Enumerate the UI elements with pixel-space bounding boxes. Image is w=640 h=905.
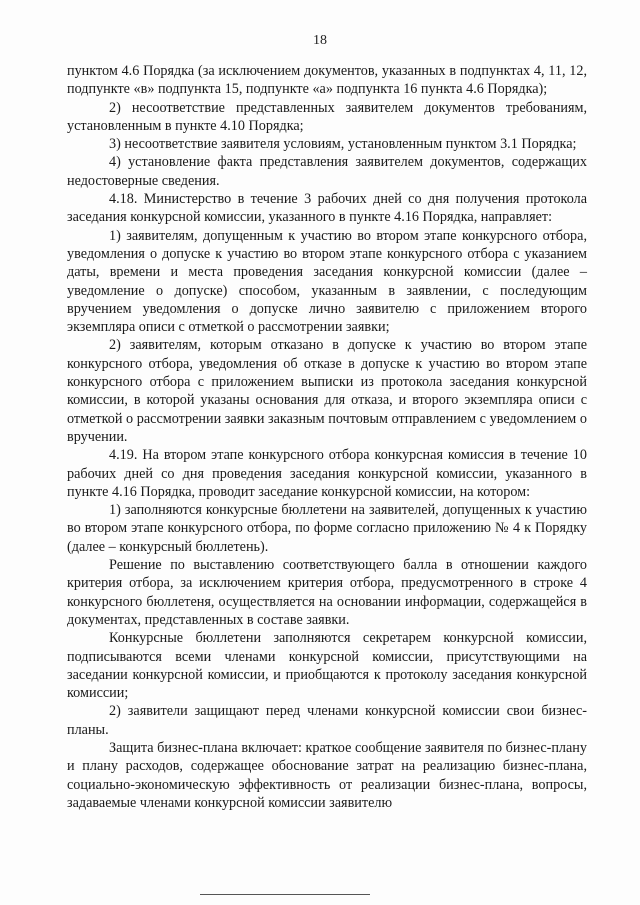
document-body	[67, 62, 587, 812]
paragraph-item-4: 4) установление факта представления заявителем документов, содержащих недостоверные сведения.	[67, 154, 587, 189]
paragraph-4-18-item-2: 2) заявителям, которым отказано в допуске к участию во втором этапе конкурсного отбора, уведомления об отказе в допуске к участию во втором этапе конкурсного отбора с приложением выписки из протокола заседания конкурсной комиссии, в которой указаны основания для отказа, и второго экземпляра описи с отметкой о рассмотрении заявки заказным почтовым отправлением с уведомлением о вручении.	[67, 337, 587, 445]
bottom-rule	[200, 894, 370, 895]
paragraph-continuation: пунктом 4.6 Порядка (за исключением документов, указанных в подпунктах 4, 11, 12, подпункте «в» подпункта 15, подпункте «а» подпункта 16 пункта 4.6 Порядка);	[67, 63, 587, 98]
paragraph-4-18: 4.18. Министерство в течение 3 рабочих дней со дня получения протокола заседания конкурсной комиссии, указанного в пункте 4.16 Порядка, направляет:	[67, 191, 587, 226]
page-number: 18	[313, 33, 327, 48]
paragraph-item-3: 3) несоответствие заявителя условиям, установленным пунктом 3.1 Порядка;	[109, 136, 577, 153]
paragraph-4-18-item-1: 1) заявителям, допущенным к участию во втором этапе конкурсного отбора, уведомления о допуске к участию во втором этапе конкурсного отбора с указанием даты, времени и места проведения заседания конкурсной комиссии (далее – уведомление о допуске) способом, указанным в заявлении, с последующим вручением уведомления о допуске лично заявителю с приложением второго экземпляра описи с отметкой о рассмотрении заявки;	[67, 227, 587, 336]
paragraph-defense: Защита бизнес-плана включает: краткое сообщение заявителя по бизнес-плану и плану расходов, содержащее обоснование затрат на реализацию бизнес-плана, социально-экономическую эффективность от реализации бизнес-плана, вопросы, задаваемые членами конкурсной комиссии заявителю	[67, 739, 587, 811]
paragraph-item-2: 2) несоответствие представленных заявителем документов требованиям, установленным в пункте 4.10 Порядка;	[67, 99, 587, 134]
paragraph-4-19: 4.19. На втором этапе конкурсного отбора конкурсная комиссия в течение 10 рабочих дней со дня проведения заседания конкурсной комиссии, указанного в пункте 4.16 Порядка, проводит заседание конкурсной комиссии, на котором:	[67, 447, 587, 500]
paragraph-bulletins: Конкурсные бюллетени заполняются секретарем конкурсной комиссии, подписываются всеми членами конкурсной комиссии, присутствующими на заседании конкурсной комиссии, и приобщаются к протоколу заседания конкурсной комиссии;	[67, 630, 587, 702]
paragraph-4-19-item-2: 2) заявители защищают перед членами конкурсной комиссии свои бизнес-планы.	[67, 703, 587, 738]
paragraph-4-19-item-1: 1) заполняются конкурсные бюллетени на заявителей, допущенных к участию во втором этапе конкурсного отбора, по форме согласно приложению № 4 к Порядку (далее – конкурсный бюллетень).	[67, 502, 587, 555]
paragraph-decision: Решение по выставлению соответствующего балла в отношении каждого критерия отбора, за исключением критерия отбора, предусмотренного в строке 4 конкурсного бюллетеня, осуществляется на основании информации, содержащейся в документах, представленных в составе заявки.	[67, 557, 587, 628]
